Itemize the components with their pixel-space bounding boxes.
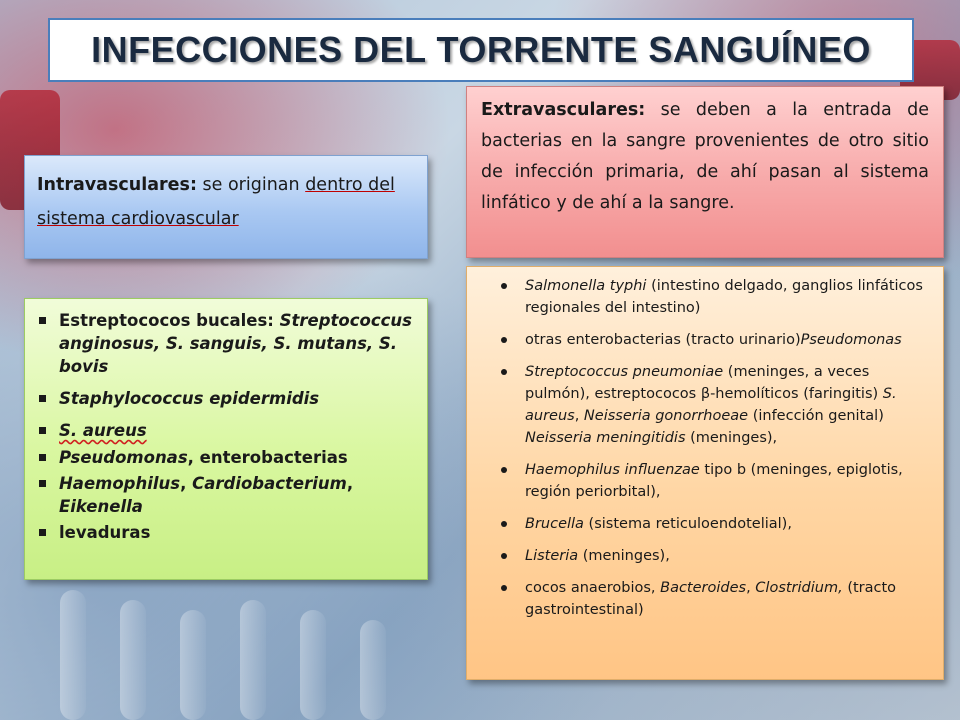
extravascular-definition: [481, 95, 929, 219]
list-item-text: (intestino delgado, ganglios linfáticos regionales del intestino): [525, 278, 923, 316]
bullet-icon: [501, 467, 507, 473]
square-bullet-icon: [39, 317, 46, 324]
list-item-text: (meninges),: [578, 548, 670, 564]
list-item-text: tipo b (meninges, epiglotis, región periorbital),: [525, 462, 903, 500]
bullet-icon: [501, 283, 507, 289]
list-item-text: ,: [346, 474, 354, 493]
list-item-italic: Brucella: [525, 516, 584, 532]
bullet-icon: [501, 369, 507, 375]
page-title: INFECCIONES DEL TORRENTE SANGUÍNEO: [91, 29, 871, 70]
list-item-italic: Staphylococcus epidermidis: [59, 389, 320, 408]
list-item-text: cocos anaerobios,: [525, 580, 661, 596]
list-item: [37, 309, 415, 378]
list-item-text: (infección genital): [748, 408, 884, 424]
list-item-text: ,: [746, 580, 756, 596]
background-test-tube: [120, 600, 146, 720]
extravascular-lead: Extravasculares:: [481, 100, 646, 120]
list-item-text: (sistema reticuloendotelial),: [583, 516, 792, 532]
list-item-italic: Streptococcus anginosus, S. sanguis, S. mutans, S. bovis: [59, 311, 413, 376]
title-banner: [48, 18, 914, 82]
intravascular-lead: Intravasculares:: [37, 175, 197, 195]
list-item: [481, 577, 929, 621]
square-bullet-icon: [39, 454, 46, 461]
list-item-italic: Listeria: [525, 548, 579, 564]
list-item-italic: Pseudomonas: [800, 332, 902, 348]
list-item-text: otras enterobacterias (tracto urinario): [525, 332, 801, 348]
intravascular-organisms-box: [24, 298, 428, 580]
list-item-italic: Cardiobacterium: [192, 474, 347, 493]
extravascular-organisms-box: [466, 266, 944, 680]
background-test-tube: [60, 590, 86, 720]
bullet-icon: [501, 553, 507, 559]
list-item-italic: Neisseria gonorrhoeae: [583, 408, 749, 424]
list-item-text: , enterobacterias: [187, 448, 348, 467]
square-bullet-icon: [39, 480, 46, 487]
list-item-text: ,: [574, 408, 584, 424]
list-item: [481, 513, 929, 535]
list-item: [481, 459, 929, 503]
list-item: [481, 275, 929, 319]
extravascular-organism-list: [481, 275, 929, 621]
list-item-italic: Haemophilus: [59, 474, 181, 493]
list-item-italic: Eikenella: [59, 497, 143, 516]
intravascular-definition: [37, 168, 415, 236]
list-item: [37, 521, 415, 544]
bullet-icon: [501, 521, 507, 527]
list-item-italic: Neisseria meningitidis: [525, 430, 686, 446]
list-item: [481, 329, 929, 351]
list-item-italic: Bacteroides: [660, 580, 747, 596]
list-item: [37, 446, 415, 469]
list-item: [37, 419, 415, 442]
list-item-text: (tracto gastrointestinal): [525, 580, 897, 618]
background-test-tube: [240, 600, 266, 720]
list-item: [481, 545, 929, 567]
list-item-italic: S. aureus: [59, 421, 147, 440]
list-item: [37, 472, 415, 518]
bullet-icon: [501, 337, 507, 343]
background-test-tube: [180, 610, 206, 720]
intravascular-box: [24, 155, 428, 259]
list-item-text: ,: [180, 474, 193, 493]
intravascular-organism-list: [37, 309, 415, 544]
list-item-italic: Haemophilus influenzae: [525, 462, 700, 478]
extravascular-text: se deben a la entrada de bacterias en la sangre provenientes de otro sitio de infección primaria, de ahí pasan al sistema linfático y de ahí a la sangre.: [481, 100, 929, 213]
list-item-italic: Clostridium,: [755, 580, 843, 596]
list-item-italic: Pseudomonas: [59, 448, 188, 467]
intravascular-text: se originan: [196, 175, 306, 195]
square-bullet-icon: [39, 427, 46, 434]
list-item: [481, 361, 929, 449]
list-item: [37, 387, 415, 410]
list-item-text: (meninges, a veces pulmón), estreptococos β-hemolíticos (faringitis): [525, 364, 883, 402]
list-item-italic: Streptococcus pneumoniae: [525, 364, 724, 380]
list-item-italic: S. aureus: [525, 386, 897, 424]
list-item-italic: Salmonella typhi: [525, 278, 647, 294]
square-bullet-icon: [39, 395, 46, 402]
extravascular-box: [466, 86, 944, 258]
list-item-text: levaduras: [59, 523, 151, 542]
background-test-tube: [360, 620, 386, 720]
square-bullet-icon: [39, 529, 46, 536]
list-item-text: (meninges),: [685, 430, 778, 446]
intravascular-underlined: dentro del sistema cardiovascular: [37, 175, 395, 229]
list-item-text: Estreptococos bucales:: [59, 311, 280, 330]
bullet-icon: [501, 585, 507, 591]
background-test-tube: [300, 610, 326, 720]
